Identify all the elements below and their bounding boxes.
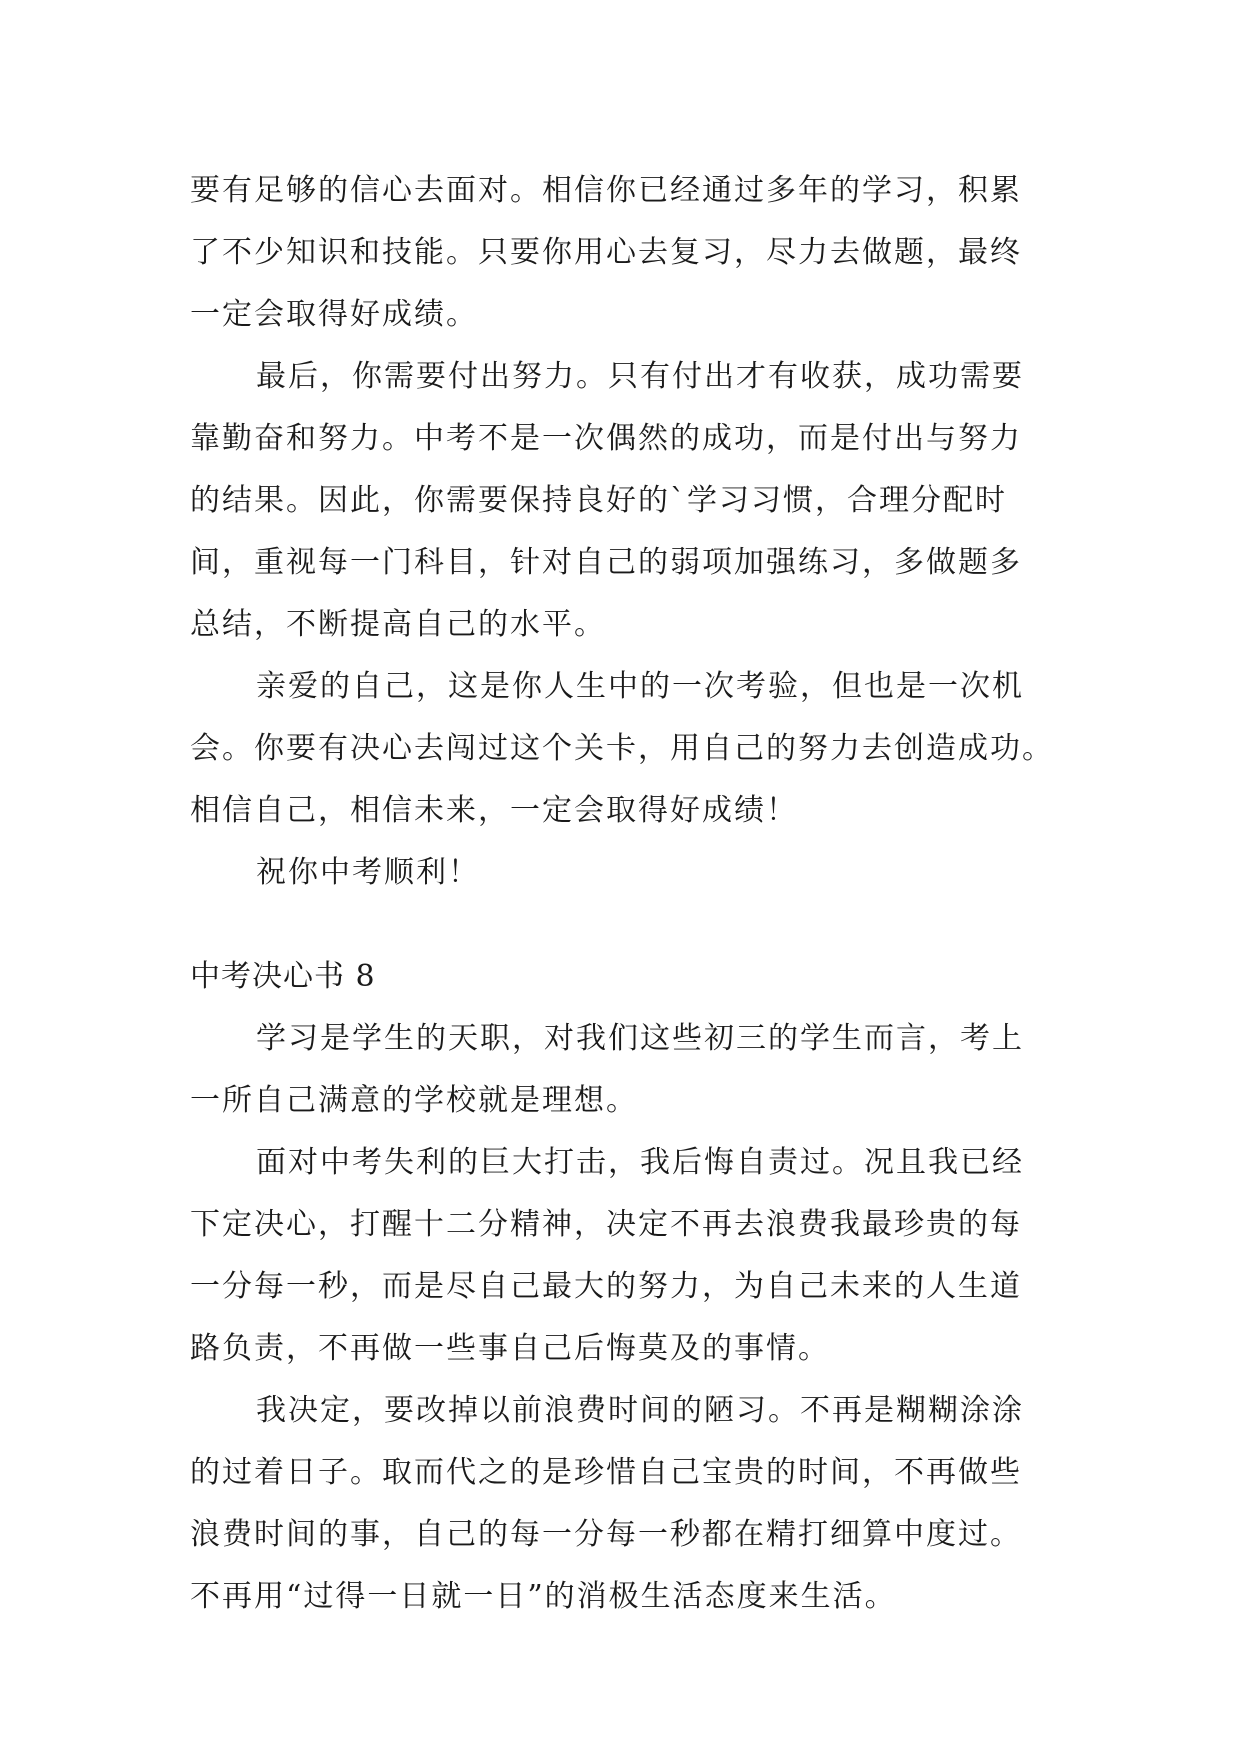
paragraph — [190, 1132, 1060, 1380]
paragraph — [190, 1008, 1060, 1132]
section-title: 中考决心书 8 — [190, 959, 376, 994]
text-line: 最后，你需要付出努力。只有付出才有收获，成功需要 — [256, 359, 1024, 394]
text-line: 下定决心，打醒十二分精神，决定不再去浪费我最珍贵的每 — [190, 1207, 1022, 1242]
text-line: 亲爱的自己，这是你人生中的一次考验，但也是一次机 — [256, 669, 1024, 704]
section-heading — [190, 946, 1060, 1008]
text-line: 浪费时间的事，自己的每一分每一秒都在精打细算中度过。 — [190, 1517, 1022, 1552]
text-line: 要有足够的信心去面对。相信你已经通过多年的学习，积累 — [190, 173, 1022, 208]
paragraph — [190, 656, 1060, 842]
paragraph — [190, 346, 1060, 656]
text-line: 一所自己满意的学校就是理想。 — [190, 1083, 638, 1118]
text-line: 间，重视每一门科目，针对自己的弱项加强练习，多做题多 — [190, 545, 1022, 580]
paragraph — [190, 1380, 1060, 1628]
text-line: 的结果。因此，你需要保持良好的`学习习惯，合理分配时 — [190, 483, 1007, 518]
text-line: 我决定，要改掉以前浪费时间的陋习。不再是糊糊涂涂 — [256, 1393, 1024, 1428]
text-line: 相信自己，相信未来，一定会取得好成绩！ — [190, 793, 798, 828]
text-line: 总结，不断提高自己的水平。 — [190, 607, 606, 642]
paragraph — [190, 842, 1060, 904]
paragraph — [190, 160, 1060, 346]
text-line: 学习是学生的天职，对我们这些初三的学生而言，考上 — [256, 1021, 1024, 1056]
text-line: 一分每一秒，而是尽自己最大的努力，为自己未来的人生道 — [190, 1269, 1022, 1304]
text-line: 路负责，不再做一些事自己后悔莫及的事情。 — [190, 1331, 830, 1366]
text-line: 不再用“过得一日就一日”的消极生活态度来生活。 — [190, 1579, 897, 1614]
text-line: 祝你中考顺利！ — [256, 855, 480, 890]
text-line: 面对中考失利的巨大打击，我后悔自责过。况且我已经 — [256, 1145, 1024, 1180]
text-line: 的过着日子。取而代之的是珍惜自己宝贵的时间，不再做些 — [190, 1455, 1022, 1490]
text-line: 靠勤奋和努力。中考不是一次偶然的成功，而是付出与努力 — [190, 421, 1022, 456]
section-spacer — [190, 904, 1060, 946]
document-body — [190, 160, 1060, 1628]
text-line: 会。你要有决心去闯过这个关卡，用自己的努力去创造成功。 — [190, 731, 1054, 766]
text-line: 了不少知识和技能。只要你用心去复习，尽力去做题，最终 — [190, 235, 1022, 270]
text-line: 一定会取得好成绩。 — [190, 297, 478, 332]
